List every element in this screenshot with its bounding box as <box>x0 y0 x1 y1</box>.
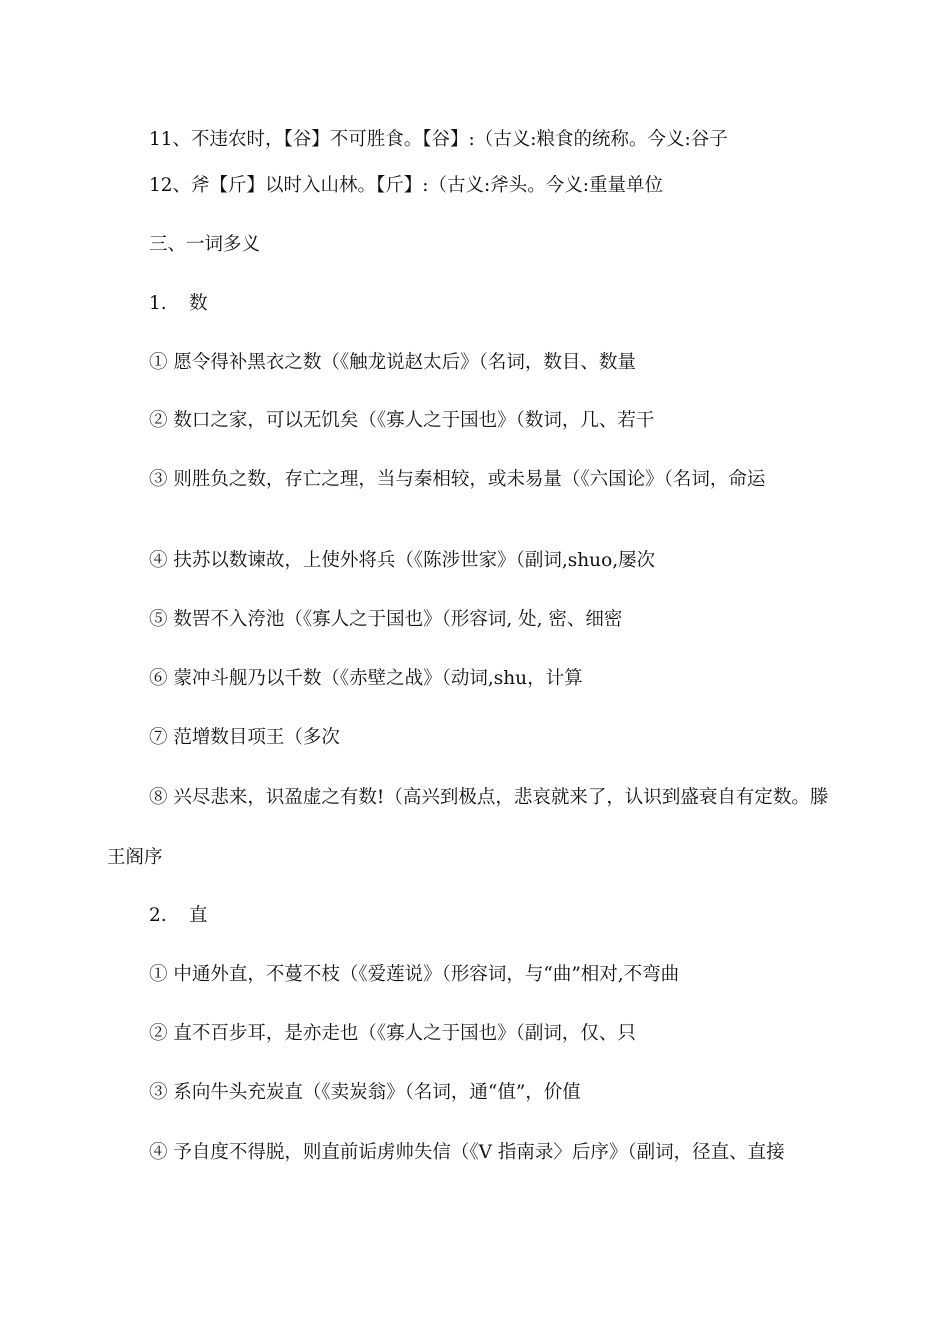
word-1-heading <box>149 292 208 316</box>
word-2-term: 直 <box>189 905 208 926</box>
word-1-example-3: ③ 则胜负之数，存亡之理，当与秦相较，或未易量（《六国论》（名词，命运 <box>149 469 766 490</box>
word-2-example-1: ① 中通外直，不蔓不枝（《爱莲说》（形容词，与“曲”相对,不弯曲 <box>149 964 680 985</box>
word-1-example-4: ④ 扶苏以数谏故，上使外将兵（《陈涉世家》（副词,shuo,屡次 <box>149 550 656 571</box>
word-2-heading <box>149 904 208 928</box>
word-1-term: 数 <box>189 293 208 314</box>
word-1-example-7: ⑦ 范增数目项王（多次 <box>149 727 340 748</box>
word-1-number: 1. <box>149 293 167 314</box>
word-1-example-8: ⑧ 兴尽悲来，识盈虚之有数!（高兴到极点，悲哀就来了，认识到盛衰自有定数。滕 <box>149 787 829 808</box>
section-three-title: 三、一词多义 <box>149 234 261 255</box>
word-2-number: 2. <box>149 905 167 926</box>
word-1-example-5: ⑤ 数罟不入洿池（《寡人之于国也》（形容词, 处, 密、细密 <box>149 609 623 630</box>
word-1-example-1: ① 愿令得补黑衣之数（《触龙说赵太后》（名词，数目、数量 <box>149 352 636 373</box>
word-2-example-2: ② 直不百步耳，是亦走也（《寡人之于国也》（副词，仅、只 <box>149 1023 636 1044</box>
word-1-example-8-source: 王阁序 <box>107 847 163 868</box>
item-11: 11、不违农时，【谷】不可胜食。【谷】:（古义:粮食的统称。今义:谷子 <box>149 129 728 150</box>
item-12: 12、斧【斤】以时入山林。【斤】:（古义:斧头。今义:重量单位 <box>149 175 663 196</box>
word-2-example-3: ③ 系向牛头充炭直（《卖炭翁》（名词，通“值”，价值 <box>149 1082 581 1103</box>
word-2-example-4: ④ 予自度不得脱，则直前诟虏帅失信（《V 指南录〉后序》（副词，径直、直接 <box>149 1142 785 1163</box>
word-1-example-2: ② 数口之家，可以无饥矣（《寡人之于国也》（数词，几、若干 <box>149 410 655 431</box>
word-1-example-6: ⑥ 蒙冲斗舰乃以千数（《赤壁之战》（动词,shu，计算 <box>149 668 583 689</box>
